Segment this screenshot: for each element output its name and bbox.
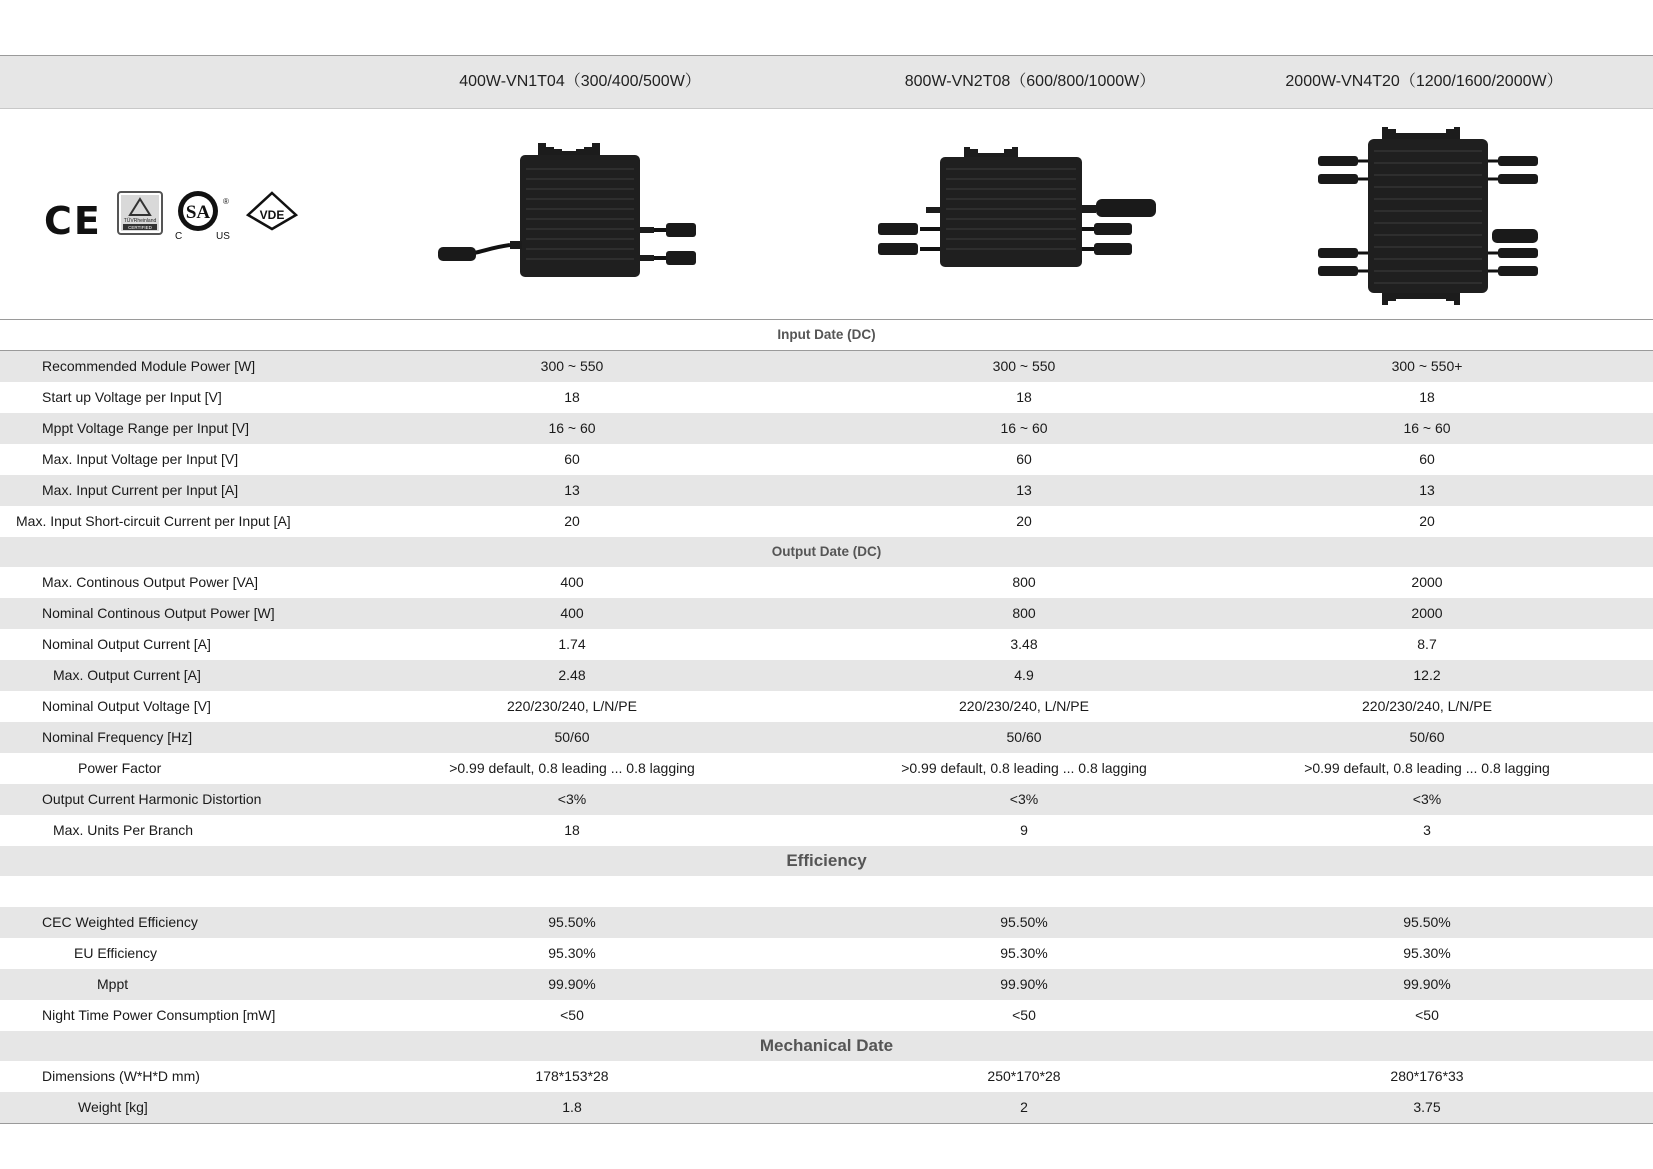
spacer-row (0, 876, 1653, 907)
table-row (0, 444, 1653, 475)
table-row (0, 629, 1653, 660)
cell-800w: 4.9 (1014, 667, 1034, 683)
product-image-row (0, 109, 1653, 320)
cell-400w: 50/60 (554, 729, 590, 745)
svg-text:C: C (175, 231, 183, 242)
table-row (0, 1061, 1653, 1092)
cell-400w: 20 (564, 513, 580, 529)
table-row (0, 598, 1653, 629)
row-label: Nominal Output Current [A] (42, 636, 211, 652)
cell-400w: 16 ~ 60 (548, 420, 596, 436)
csa-us-icon (176, 189, 238, 241)
cell-400w: 300 ~ 550 (540, 358, 604, 374)
cell-800w: 800 (1012, 605, 1036, 621)
cell-400w: 13 (564, 482, 580, 498)
table-bottom-border (0, 1123, 1653, 1124)
table-row (0, 506, 1653, 537)
row-label: Power Factor (78, 760, 162, 776)
cell-2000w: 220/230/240, L/N/PE (1362, 698, 1492, 714)
model-title-800w: 800W-VN2T08（600/800/1000W） (904, 73, 1156, 90)
row-label: Mppt (97, 976, 129, 992)
cell-800w: 50/60 (1006, 729, 1042, 745)
section-heading-mechanical: Mechanical Date (0, 1031, 1653, 1061)
cell-400w: 1.8 (562, 1099, 582, 1115)
row-label: Recommended Module Power [W] (42, 358, 256, 374)
cell-800w: 300 ~ 550 (992, 358, 1056, 374)
table-row (0, 413, 1653, 444)
svg-text:VDE: VDE (259, 208, 285, 222)
table-row (0, 567, 1653, 598)
cell-800w: 3.48 (1010, 636, 1038, 652)
table-row (0, 969, 1653, 1000)
table-row (0, 722, 1653, 753)
cell-400w: 60 (564, 451, 580, 467)
cell-400w: 400 (560, 605, 584, 621)
cell-2000w: 2000 (1411, 605, 1443, 621)
cell-800w: <50 (1012, 1007, 1036, 1023)
cell-800w: >0.99 default, 0.8 leading ... 0.8 lagging (901, 760, 1147, 776)
table-row (0, 815, 1653, 846)
cell-800w: <3% (1009, 791, 1039, 807)
cell-400w: >0.99 default, 0.8 leading ... 0.8 lagging (449, 760, 695, 776)
cell-400w: <50 (560, 1007, 584, 1023)
table-row (0, 475, 1653, 506)
cell-800w: 2 (1020, 1099, 1028, 1115)
cell-2000w: 12.2 (1413, 667, 1441, 683)
cell-2000w: 99.90% (1403, 976, 1451, 992)
tuv-rheinland-icon (117, 191, 163, 235)
cell-2000w: 8.7 (1417, 636, 1437, 652)
cell-800w: 60 (1016, 451, 1032, 467)
svg-text:CERTIFIED: CERTIFIED (128, 225, 152, 230)
cell-2000w: 2000 (1411, 574, 1443, 590)
cell-2000w: 280*176*33 (1390, 1068, 1464, 1084)
cell-400w: <3% (557, 791, 587, 807)
table-row (0, 1000, 1653, 1031)
row-label: Max. Input Voltage per Input [V] (42, 451, 239, 467)
cell-2000w: 18 (1419, 389, 1435, 405)
table-row (0, 938, 1653, 969)
cell-400w: 220/230/240, L/N/PE (507, 698, 637, 714)
cell-800w: 13 (1016, 482, 1032, 498)
cell-800w: 220/230/240, L/N/PE (959, 698, 1089, 714)
row-label: Nominal Frequency [Hz] (42, 729, 193, 745)
svg-text:SA: SA (185, 202, 211, 223)
cell-400w: 178*153*28 (535, 1068, 609, 1084)
cell-800w: 250*170*28 (987, 1068, 1061, 1084)
model-title-400w: 400W-VN1T04（300/400/500W） (459, 73, 701, 90)
cell-400w: 2.48 (558, 667, 586, 683)
cell-400w: 95.30% (548, 945, 596, 961)
svg-text:TÜVRheinland: TÜVRheinland (123, 218, 157, 224)
section-heading-input: Input Date (DC) (0, 320, 1653, 351)
cell-2000w: 3 (1423, 822, 1431, 838)
cell-2000w: 20 (1419, 513, 1435, 529)
cell-400w: 95.50% (548, 914, 596, 930)
table-row (0, 351, 1653, 382)
cell-400w: 99.90% (548, 976, 596, 992)
table-row (0, 907, 1653, 938)
cell-800w: 16 ~ 60 (1000, 420, 1048, 436)
model-header-row (0, 55, 1653, 109)
table-row (0, 691, 1653, 722)
cell-800w: 99.90% (1000, 976, 1048, 992)
table-row (0, 784, 1653, 815)
cell-2000w: 60 (1419, 451, 1435, 467)
row-label: Mppt Voltage Range per Input [V] (42, 420, 250, 436)
row-label: Max. Units Per Branch (53, 822, 194, 838)
cell-2000w: 300 ~ 550+ (1391, 358, 1463, 374)
cell-2000w: 13 (1419, 482, 1435, 498)
row-label: CEC Weighted Efficiency (42, 914, 198, 930)
model-title-2000w: 2000W-VN4T20（1200/1600/2000W） (1285, 73, 1563, 90)
row-label: Nominal Continous Output Power [W] (42, 605, 275, 621)
spec-sheet (0, 55, 1653, 1124)
cell-2000w: 95.50% (1403, 914, 1451, 930)
section-heading-output: Output Date (DC) (0, 537, 1653, 567)
table-row (0, 753, 1653, 784)
cell-800w: 95.30% (1000, 945, 1048, 961)
cell-800w: 18 (1016, 389, 1032, 405)
table-row (0, 382, 1653, 413)
section-heading-efficiency: Efficiency (0, 846, 1653, 876)
svg-text:®: ® (223, 197, 229, 206)
cell-2000w: 50/60 (1409, 729, 1445, 745)
row-label: Weight [kg] (78, 1099, 148, 1115)
cell-400w: 18 (564, 822, 580, 838)
row-label: EU Efficiency (74, 945, 157, 961)
inverter-800w-image (874, 133, 1170, 283)
row-label: Night Time Power Consumption [mW] (42, 1007, 276, 1023)
row-label: Max. Input Short-circuit Current per Input [A] (16, 513, 291, 529)
table-row (0, 660, 1653, 691)
cell-800w: 95.50% (1000, 914, 1048, 930)
vde-icon (246, 191, 298, 231)
svg-text:US: US (216, 231, 230, 242)
table-row (0, 1092, 1653, 1123)
cell-400w: 1.74 (558, 636, 586, 652)
row-label: Max. Input Current per Input [A] (42, 482, 239, 498)
cell-400w: 400 (560, 574, 584, 590)
cell-2000w: 16 ~ 60 (1403, 420, 1451, 436)
cell-2000w: 3.75 (1413, 1099, 1441, 1115)
row-label: Start up Voltage per Input [V] (42, 389, 222, 405)
row-label: Max. Continous Output Power [VA] (42, 574, 259, 590)
inverter-400w-image (434, 129, 704, 279)
cell-800w: 9 (1020, 822, 1028, 838)
cell-2000w: <3% (1412, 791, 1442, 807)
row-label: Dimensions (W*H*D mm) (42, 1068, 200, 1084)
cell-2000w: >0.99 default, 0.8 leading ... 0.8 lagging (1304, 760, 1550, 776)
ce-mark-icon (44, 199, 102, 243)
cell-400w: 18 (564, 389, 580, 405)
cell-800w: 800 (1012, 574, 1036, 590)
row-label: Nominal Output Voltage [V] (42, 698, 211, 714)
svg-text:CE: CE (44, 199, 102, 243)
row-label: Max. Output Current [A] (53, 667, 201, 683)
cell-800w: 20 (1016, 513, 1032, 529)
inverter-2000w-image (1316, 115, 1542, 319)
cell-2000w: 95.30% (1403, 945, 1451, 961)
row-label: Output Current Harmonic Distortion (42, 791, 262, 807)
cell-2000w: <50 (1415, 1007, 1439, 1023)
